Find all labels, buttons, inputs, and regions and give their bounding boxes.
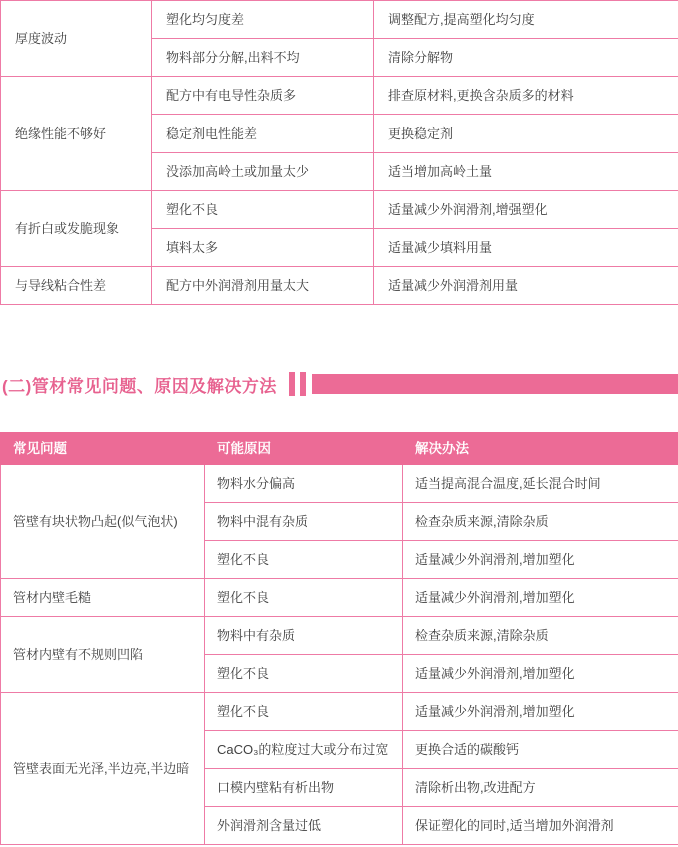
table-row <box>1 1 678 39</box>
cause-cell: 外润滑剂含量过低 <box>205 807 403 845</box>
table-row <box>1 693 678 731</box>
heading-accent-rule <box>312 374 678 394</box>
section-title: (二)管材常见问题、原因及解决方法 <box>2 376 277 396</box>
cause-cell: 填料太多 <box>152 229 374 267</box>
table-row <box>1 617 678 655</box>
solution-cell: 保证塑化的同时,适当增加外润滑剂 <box>403 807 678 845</box>
column-header-solution: 解决办法 <box>403 433 678 465</box>
solution-cell: 适当提高混合温度,延长混合时间 <box>403 465 678 503</box>
solution-cell: 检查杂质来源,清除杂质 <box>403 503 678 541</box>
solution-cell: 适量减少外润滑剂用量 <box>374 267 678 305</box>
cause-cell: 物料中有杂质 <box>205 617 403 655</box>
solution-cell: 调整配方,提高塑化均匀度 <box>374 1 678 39</box>
solution-cell: 适量减少外润滑剂,增强塑化 <box>374 191 678 229</box>
cause-cell: 口模内壁粘有析出物 <box>205 769 403 807</box>
solution-cell: 检查杂质来源,清除杂质 <box>403 617 678 655</box>
cause-cell: 塑化不良 <box>205 579 403 617</box>
cause-cell: 塑化不良 <box>152 191 374 229</box>
cause-cell: 物料水分偏高 <box>205 465 403 503</box>
solution-cell: 适量减少外润滑剂,增加塑化 <box>403 541 678 579</box>
problem-cell: 管壁表面无光泽,半边亮,半边暗 <box>1 693 205 845</box>
problem-cell: 管壁有块状物凸起(似气泡状) <box>1 465 205 579</box>
solution-cell: 排查原材料,更换含杂质多的材料 <box>374 77 678 115</box>
problem-cell: 管材内壁有不规则凹陷 <box>1 617 205 693</box>
solution-cell: 适量减少外润滑剂,增加塑化 <box>403 579 678 617</box>
problem-cell: 管材内壁毛糙 <box>1 579 205 617</box>
table-row <box>1 191 678 229</box>
problem-cell: 厚度波动 <box>1 1 152 77</box>
solution-cell: 适量减少填料用量 <box>374 229 678 267</box>
solution-cell: 清除析出物,改进配方 <box>403 769 678 807</box>
heading-accent-bar-icon <box>289 372 295 396</box>
table-header-row <box>1 433 678 465</box>
table-row <box>1 465 678 503</box>
column-header-cause: 可能原因 <box>205 433 403 465</box>
solution-cell: 更换稳定剂 <box>374 115 678 153</box>
problem-cell: 与导线粘合性差 <box>1 267 152 305</box>
cause-cell: 塑化不良 <box>205 655 403 693</box>
solution-cell: 适量减少外润滑剂,增加塑化 <box>403 693 678 731</box>
table-row <box>1 579 678 617</box>
heading-accent-bar-icon <box>300 372 306 396</box>
wire-problems-table <box>0 0 678 305</box>
cause-cell: 没添加高岭土或加量太少 <box>152 153 374 191</box>
cause-cell: 物料部分分解,出料不均 <box>152 39 374 77</box>
cause-cell: 配方中外润滑剂用量太大 <box>152 267 374 305</box>
table-row <box>1 77 678 115</box>
cause-cell: 塑化均匀度差 <box>152 1 374 39</box>
solution-cell: 清除分解物 <box>374 39 678 77</box>
cause-cell: 稳定剂电性能差 <box>152 115 374 153</box>
cause-cell: 塑化不良 <box>205 693 403 731</box>
cause-cell: 物料中混有杂质 <box>205 503 403 541</box>
section-heading <box>0 371 678 397</box>
problem-cell: 绝缘性能不够好 <box>1 77 152 191</box>
solution-cell: 适当增加高岭土量 <box>374 153 678 191</box>
solution-cell: 更换合适的碳酸钙 <box>403 731 678 769</box>
problem-cell: 有折白或发脆现象 <box>1 191 152 267</box>
cause-cell: 塑化不良 <box>205 541 403 579</box>
solution-cell: 适量减少外润滑剂,增加塑化 <box>403 655 678 693</box>
table-row <box>1 267 678 305</box>
cause-cell: 配方中有电导性杂质多 <box>152 77 374 115</box>
pipe-problems-table <box>0 432 678 845</box>
cause-cell: CaCO₃的粒度过大或分布过宽 <box>205 731 403 769</box>
column-header-problem: 常见问题 <box>1 433 205 465</box>
